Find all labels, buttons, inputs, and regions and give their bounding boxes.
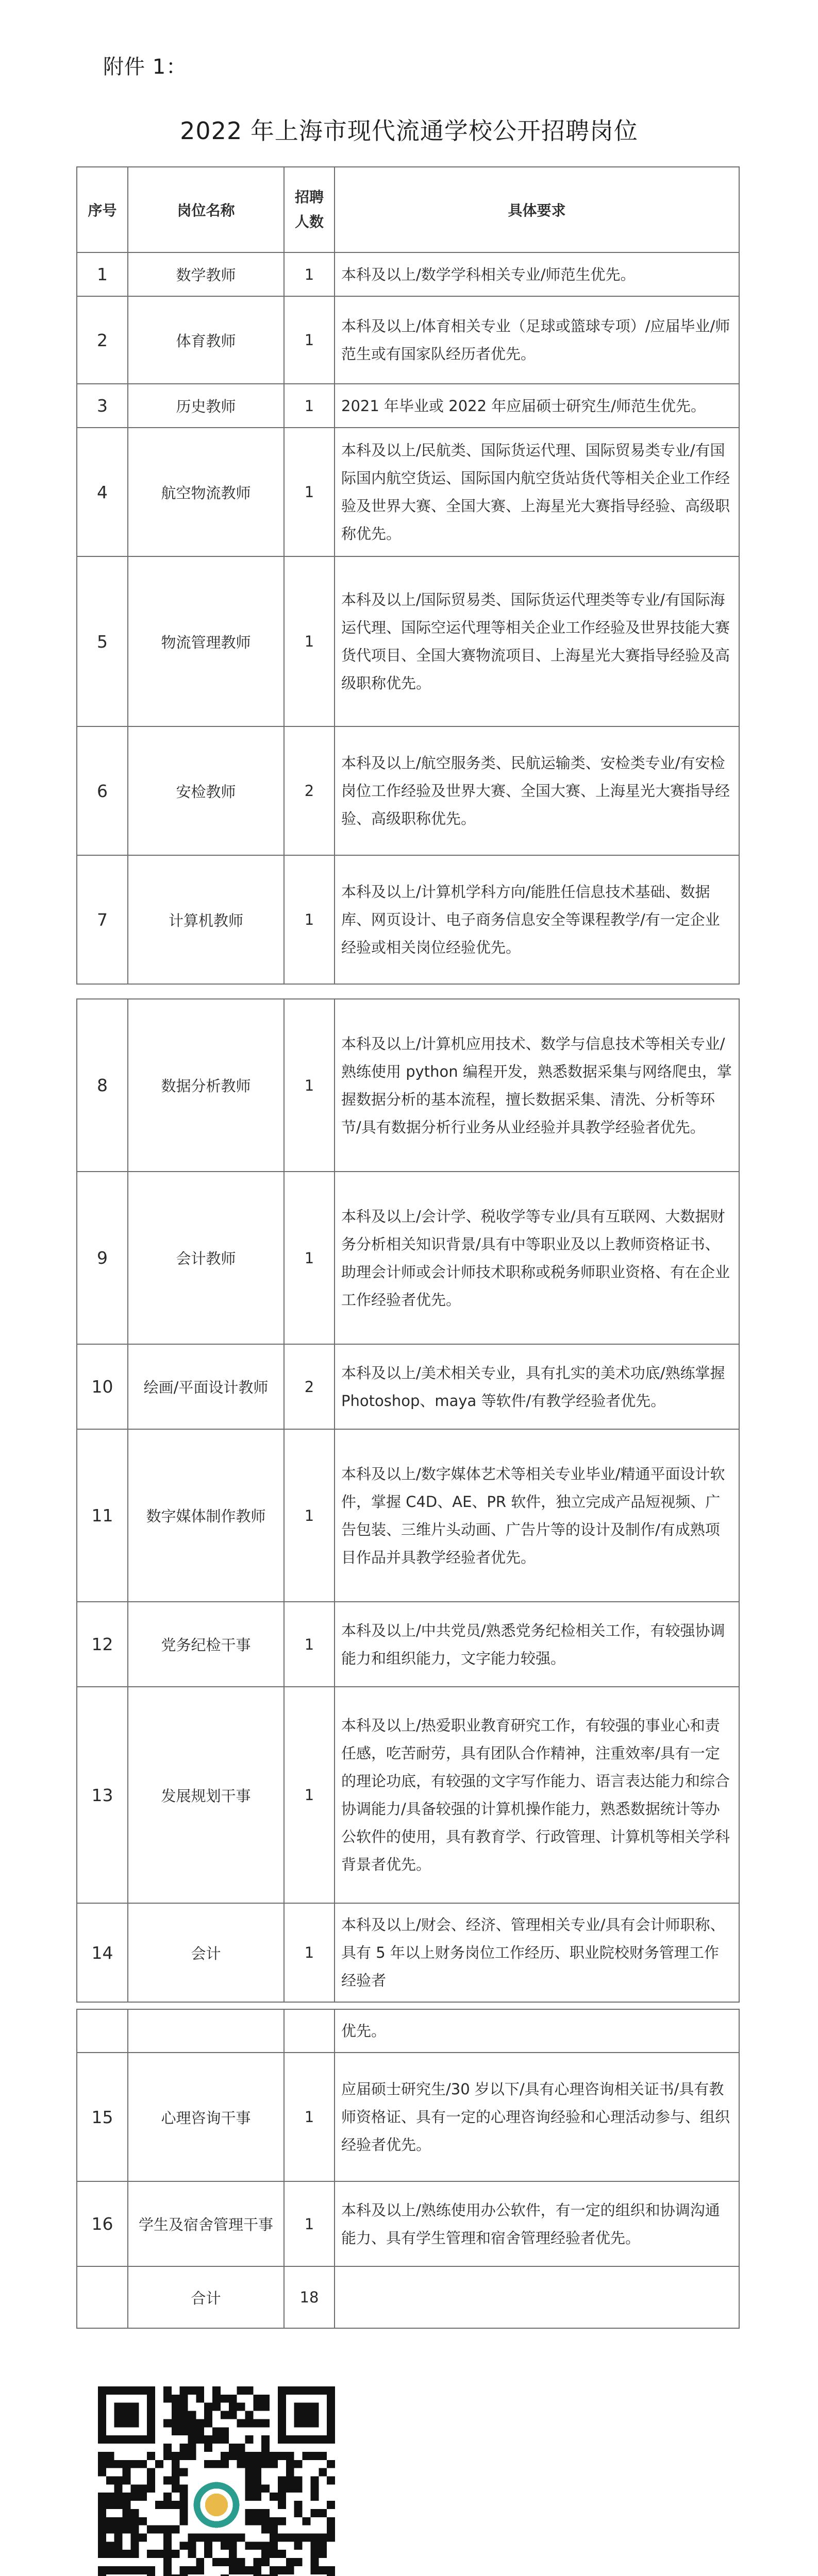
qr-logo-icon <box>189 2477 244 2533</box>
table-row: 4 航空物流教师 1 本科及以上/民航类、国际货运代理、国际贸易类专业/有国际国内航空货运、国际国内航空货站货代等相关企业工作经验及世界大赛、全国大赛、上海星光大赛指导经验、高级职称优先。 <box>77 428 739 556</box>
total-count: 18 <box>284 2266 335 2328</box>
table-row: 13 发展规划干事 1 本科及以上/热爱职业教育研究工作，有较强的事业心和责任感，吃苦耐劳，具有团队合作精神，注重效率/具有一定的理论功底，有较强的文字写作能力、语言表达能力和综合协调能力/具备较强的计算机操作能力，熟悉数据统计等办公软件的使用，具有教育学、行政管理、计算机等相关学科背景者优先。 <box>77 1687 739 1903</box>
table-row: 15 心理咨询干事 1 应届硕士研究生/30 岁以下/具有心理咨询相关证书/具有教师资格证、具有一定的心理咨询经验和心理活动参与、组织经验者优先。 <box>77 2053 739 2181</box>
table-row: 14 会计 1 本科及以上/财会、经济、管理相关专业/具有会计师职称、具有 5 年以上财务岗位工作经历、职业院校财务管理工作经验者 <box>77 1903 739 2002</box>
table-row: 10 绘画/平面设计教师 2 本科及以上/美术相关专业，具有扎实的美术功底/熟练掌握 Photoshop、maya 等软件/有教学经验者优先。 <box>77 1344 739 1429</box>
qr-code-icon <box>98 2386 335 2576</box>
table-row: 1 数学教师 1 本科及以上/数学学科相关专业/师范生优先。 <box>77 252 739 296</box>
table-row: 16 学生及宿舍管理干事 1 本科及以上/熟练使用办公软件，有一定的组织和协调沟通能力、具有学生管理和宿舍管理经验者优先。 <box>77 2181 739 2266</box>
header-req: 具体要求 <box>335 167 739 252</box>
table-row: 11 数字媒体制作教师 1 本科及以上/数字媒体艺术等相关专业毕业/精通平面设计软件，掌握 C4D、AE、PR 软件，独立完成产品短视频、广告包装、三维片头动画、广告片等的设计及制作/有成熟项目作品并具教学经验者优先。 <box>77 1429 739 1602</box>
table-header-row <box>77 167 739 252</box>
recruitment-table-part2 <box>76 998 740 2003</box>
header-no: 序号 <box>77 167 128 252</box>
header-count: 招聘 人数 <box>284 167 335 252</box>
table-row: 12 党务纪检干事 1 本科及以上/中共党员/熟悉党务纪检相关工作，有较强协调能力和组织能力，文字能力较强。 <box>77 1602 739 1687</box>
table-row: 9 会计教师 1 本科及以上/会计学、税收学等专业/具有互联网、大数据财务分析相关知识背景/具有中等职业及以上教师资格证书、助理会计师或会计师技术职称或税务师职业资格、有在企业工作经验者优先。 <box>77 1172 739 1344</box>
attachment-label: 附件 1： <box>103 55 188 79</box>
page-title: 2022 年上海市现代流通学校公开招聘岗位 <box>180 117 638 145</box>
table-row: 8 数据分析教师 1 本科及以上/计算机应用技术、数学与信息技术等相关专业/熟练使用 python 编程开发，熟悉数据采集与网络爬虫，掌握数据分析的基本流程，擅长数据采集、清洗、分析等环节/具有数据分析行业务从业经验并具教学经验者优先。 <box>77 999 739 1172</box>
recruitment-table-part3 <box>76 2009 740 2329</box>
recruitment-table-part1 <box>76 166 740 985</box>
table-row: 7 计算机教师 1 本科及以上/计算机学科方向/能胜任信息技术基础、数据库、网页设计、电子商务信息安全等课程教学/有一定企业经验或相关岗位经验优先。 <box>77 855 739 984</box>
table-total-row <box>77 2266 739 2328</box>
table-row: 2 体育教师 1 本科及以上/体育相关专业（足球或篮球专项）/应届毕业/师范生或有国家队经历者优先。 <box>77 296 739 384</box>
header-name: 岗位名称 <box>128 167 284 252</box>
table-row: 5 物流管理教师 1 本科及以上/国际贸易类、国际货运代理类等专业/有国际海运代理、国际空运代理等相关企业工作经验及世界技能大赛货代项目、全国大赛物流项目、上海星光大赛指导经验及高级职称优先。 <box>77 556 739 726</box>
table-row: 6 安检教师 2 本科及以上/航空服务类、民航运输类、安检类专业/有安检岗位工作经验及世界大赛、全国大赛、上海星光大赛指导经验、高级职称优先。 <box>77 726 739 855</box>
table-row-continuation: 优先。 <box>77 2009 739 2053</box>
table-row: 3 历史教师 1 2021 年毕业或 2022 年应届硕士研究生/师范生优先。 <box>77 384 739 428</box>
total-label: 合计 <box>128 2266 284 2328</box>
